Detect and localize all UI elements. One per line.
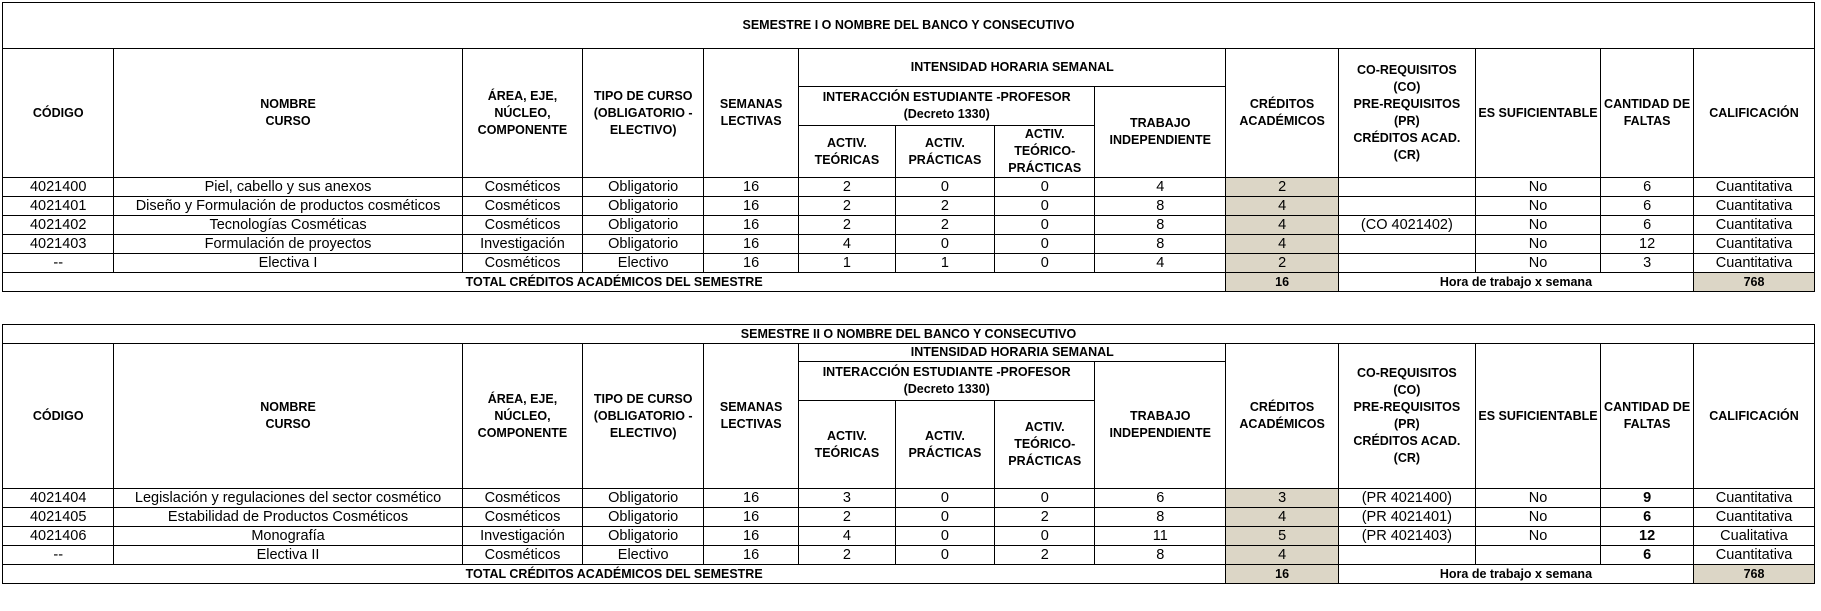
cell-suficientable: No bbox=[1475, 235, 1600, 254]
cell-calificacion: Cuantitativa bbox=[1694, 254, 1815, 273]
cell-faltas: 9 bbox=[1601, 489, 1694, 508]
cell-semanas: 16 bbox=[704, 254, 799, 273]
cell-creditos: 3 bbox=[1226, 489, 1339, 508]
header-area: ÁREA, EJE, NÚCLEO, COMPONENTE bbox=[462, 49, 583, 178]
header-suficientable: ES SUFICIENTABLE bbox=[1475, 49, 1600, 178]
cell-faltas: 6 bbox=[1601, 508, 1694, 527]
total-row bbox=[3, 273, 1815, 292]
cell-faltas: 3 bbox=[1601, 254, 1694, 273]
cell-codigo: 4021400 bbox=[3, 178, 114, 197]
header-trabajo: TRABAJO INDEPENDIENTE bbox=[1095, 362, 1226, 489]
cell-faltas: 6 bbox=[1601, 178, 1694, 197]
cell-tipo: Obligatorio bbox=[583, 235, 704, 254]
cell-codigo: 4021401 bbox=[3, 197, 114, 216]
cell-area: Investigación bbox=[462, 527, 583, 546]
cell-teoricas: 2 bbox=[799, 508, 895, 527]
cell-creditos: 4 bbox=[1226, 546, 1339, 565]
cell-requisitos bbox=[1338, 254, 1475, 273]
header-practicas: ACTIV. PRÁCTICAS bbox=[895, 401, 995, 489]
cell-nombre: Electiva I bbox=[114, 254, 462, 273]
table-row bbox=[3, 489, 1815, 508]
cell-calificacion: Cualitativa bbox=[1694, 527, 1815, 546]
cell-area: Cosméticos bbox=[462, 178, 583, 197]
cell-creditos: 4 bbox=[1226, 508, 1339, 527]
hora-value: 768 bbox=[1694, 565, 1815, 584]
header-codigo: CÓDIGO bbox=[3, 49, 114, 178]
cell-faltas: 6 bbox=[1601, 216, 1694, 235]
cell-teorico-practicas: 0 bbox=[995, 489, 1095, 508]
total-creditos: 16 bbox=[1226, 273, 1339, 292]
header-intensidad: INTENSIDAD HORARIA SEMANAL bbox=[799, 344, 1226, 362]
cell-calificacion: Cuantitativa bbox=[1694, 508, 1815, 527]
header-tipo: TIPO DE CURSO (OBLIGATORIO - ELECTIVO) bbox=[583, 49, 704, 178]
cell-semanas: 16 bbox=[704, 546, 799, 565]
total-label: TOTAL CRÉDITOS ACADÉMICOS DEL SEMESTRE bbox=[3, 273, 1226, 292]
cell-trabajo: 8 bbox=[1095, 546, 1226, 565]
cell-suficientable: No bbox=[1475, 508, 1600, 527]
semester-2-table bbox=[2, 324, 1815, 584]
cell-codigo: -- bbox=[3, 254, 114, 273]
cell-teoricas: 4 bbox=[799, 235, 895, 254]
cell-teorico-practicas: 0 bbox=[995, 216, 1095, 235]
cell-teorico-practicas: 0 bbox=[995, 178, 1095, 197]
cell-teorico-practicas: 0 bbox=[995, 527, 1095, 546]
cell-area: Cosméticos bbox=[462, 489, 583, 508]
cell-teorico-practicas: 0 bbox=[995, 254, 1095, 273]
cell-trabajo: 4 bbox=[1095, 254, 1226, 273]
cell-nombre: Legislación y regulaciones del sector cosmético bbox=[114, 489, 462, 508]
cell-codigo: 4021402 bbox=[3, 216, 114, 235]
cell-nombre: Piel, cabello y sus anexos bbox=[114, 178, 462, 197]
table-row bbox=[3, 197, 1815, 216]
total-row bbox=[3, 565, 1815, 584]
cell-nombre: Formulación de proyectos bbox=[114, 235, 462, 254]
cell-practicas: 0 bbox=[895, 527, 995, 546]
cell-requisitos: (PR 4021403) bbox=[1338, 527, 1475, 546]
cell-tipo: Electivo bbox=[583, 254, 704, 273]
cell-semanas: 16 bbox=[704, 197, 799, 216]
header-teoricas: ACTIV. TEÓRICAS bbox=[799, 126, 895, 178]
table-row bbox=[3, 216, 1815, 235]
semester-1-table bbox=[2, 2, 1815, 292]
cell-suficientable: No bbox=[1475, 197, 1600, 216]
cell-calificacion: Cuantitativa bbox=[1694, 178, 1815, 197]
cell-codigo: 4021403 bbox=[3, 235, 114, 254]
cell-trabajo: 8 bbox=[1095, 216, 1226, 235]
cell-nombre: Estabilidad de Productos Cosméticos bbox=[114, 508, 462, 527]
cell-area: Cosméticos bbox=[462, 508, 583, 527]
cell-codigo: -- bbox=[3, 546, 114, 565]
cell-tipo: Obligatorio bbox=[583, 508, 704, 527]
cell-faltas: 6 bbox=[1601, 546, 1694, 565]
cell-area: Cosméticos bbox=[462, 197, 583, 216]
cell-creditos: 4 bbox=[1226, 216, 1339, 235]
table-row bbox=[3, 178, 1815, 197]
cell-semanas: 16 bbox=[704, 489, 799, 508]
cell-requisitos bbox=[1338, 197, 1475, 216]
header-creditos: CRÉDITOS ACADÉMICOS bbox=[1226, 49, 1339, 178]
header-faltas: CANTIDAD DE FALTAS bbox=[1601, 344, 1694, 489]
cell-requisitos bbox=[1338, 178, 1475, 197]
hora-label: Hora de trabajo x semana bbox=[1338, 565, 1693, 584]
header-teoricas: ACTIV. TEÓRICAS bbox=[799, 401, 895, 489]
cell-faltas: 12 bbox=[1601, 235, 1694, 254]
cell-trabajo: 11 bbox=[1095, 527, 1226, 546]
cell-semanas: 16 bbox=[704, 508, 799, 527]
cell-teoricas: 2 bbox=[799, 178, 895, 197]
cell-tipo: Obligatorio bbox=[583, 178, 704, 197]
header-semanas: SEMANAS LECTIVAS bbox=[704, 344, 799, 489]
cell-trabajo: 8 bbox=[1095, 235, 1226, 254]
cell-requisitos: (PR 4021400) bbox=[1338, 489, 1475, 508]
cell-creditos: 5 bbox=[1226, 527, 1339, 546]
header-nombre: NOMBRE CURSO bbox=[114, 344, 462, 489]
cell-suficientable: No bbox=[1475, 216, 1600, 235]
header-interaccion: INTERACCIÓN ESTUDIANTE -PROFESOR (Decreto 1330) bbox=[799, 87, 1095, 126]
semester-1-table-wrapper bbox=[2, 2, 1815, 292]
cell-semanas: 16 bbox=[704, 527, 799, 546]
header-faltas: CANTIDAD DE FALTAS bbox=[1601, 49, 1694, 178]
cell-teoricas: 3 bbox=[799, 489, 895, 508]
header-requisitos: CO-REQUISITOS (CO) PRE-REQUISITOS (PR) CRÉDITOS ACAD. (CR) bbox=[1338, 344, 1475, 489]
cell-faltas: 12 bbox=[1601, 527, 1694, 546]
cell-nombre: Tecnologías Cosméticas bbox=[114, 216, 462, 235]
cell-semanas: 16 bbox=[704, 235, 799, 254]
table-row bbox=[3, 235, 1815, 254]
cell-calificacion: Cuantitativa bbox=[1694, 235, 1815, 254]
cell-requisitos bbox=[1338, 235, 1475, 254]
cell-tipo: Obligatorio bbox=[583, 197, 704, 216]
total-creditos: 16 bbox=[1226, 565, 1339, 584]
cell-semanas: 16 bbox=[704, 178, 799, 197]
cell-calificacion: Cuantitativa bbox=[1694, 489, 1815, 508]
cell-tipo: Obligatorio bbox=[583, 216, 704, 235]
cell-area: Cosméticos bbox=[462, 216, 583, 235]
semester-title: SEMESTRE II O NOMBRE DEL BANCO Y CONSECUTIVO bbox=[3, 325, 1815, 344]
cell-creditos: 2 bbox=[1226, 178, 1339, 197]
cell-codigo: 4021404 bbox=[3, 489, 114, 508]
cell-practicas: 0 bbox=[895, 235, 995, 254]
header-teorico-practicas: ACTIV. TEÓRICO-PRÁCTICAS bbox=[995, 401, 1095, 489]
header-semanas: SEMANAS LECTIVAS bbox=[704, 49, 799, 178]
cell-teoricas: 1 bbox=[799, 254, 895, 273]
header-area: ÁREA, EJE, NÚCLEO, COMPONENTE bbox=[462, 344, 583, 489]
cell-practicas: 2 bbox=[895, 197, 995, 216]
cell-creditos: 4 bbox=[1226, 197, 1339, 216]
cell-practicas: 1 bbox=[895, 254, 995, 273]
header-codigo: CÓDIGO bbox=[3, 344, 114, 489]
table-row bbox=[3, 508, 1815, 527]
cell-trabajo: 8 bbox=[1095, 508, 1226, 527]
hora-value: 768 bbox=[1694, 273, 1815, 292]
cell-teoricas: 2 bbox=[799, 216, 895, 235]
header-interaccion: INTERACCIÓN ESTUDIANTE -PROFESOR (Decreto 1330) bbox=[799, 362, 1095, 401]
cell-practicas: 2 bbox=[895, 216, 995, 235]
semester-title: SEMESTRE I O NOMBRE DEL BANCO Y CONSECUTIVO bbox=[3, 3, 1815, 49]
cell-suficientable bbox=[1475, 546, 1600, 565]
header-teorico-practicas: ACTIV. TEÓRICO-PRÁCTICAS bbox=[995, 126, 1095, 178]
cell-nombre: Diseño y Formulación de productos cosméticos bbox=[114, 197, 462, 216]
hora-label: Hora de trabajo x semana bbox=[1338, 273, 1693, 292]
cell-nombre: Monografía bbox=[114, 527, 462, 546]
header-creditos: CRÉDITOS ACADÉMICOS bbox=[1226, 344, 1339, 489]
cell-teorico-practicas: 2 bbox=[995, 546, 1095, 565]
header-tipo: TIPO DE CURSO (OBLIGATORIO - ELECTIVO) bbox=[583, 344, 704, 489]
cell-calificacion: Cuantitativa bbox=[1694, 216, 1815, 235]
cell-teoricas: 4 bbox=[799, 527, 895, 546]
cell-trabajo: 6 bbox=[1095, 489, 1226, 508]
cell-tipo: Electivo bbox=[583, 546, 704, 565]
cell-area: Cosméticos bbox=[462, 254, 583, 273]
cell-teorico-practicas: 0 bbox=[995, 197, 1095, 216]
header-intensidad: INTENSIDAD HORARIA SEMANAL bbox=[799, 49, 1226, 87]
total-label: TOTAL CRÉDITOS ACADÉMICOS DEL SEMESTRE bbox=[3, 565, 1226, 584]
cell-suficientable: No bbox=[1475, 178, 1600, 197]
semester-2-table-wrapper bbox=[2, 324, 1815, 584]
cell-requisitos: (CO 4021402) bbox=[1338, 216, 1475, 235]
cell-creditos: 4 bbox=[1226, 235, 1339, 254]
header-calificacion: CALIFICACIÓN bbox=[1694, 49, 1815, 178]
table-row bbox=[3, 527, 1815, 546]
header-calificacion: CALIFICACIÓN bbox=[1694, 344, 1815, 489]
cell-semanas: 16 bbox=[704, 216, 799, 235]
cell-codigo: 4021405 bbox=[3, 508, 114, 527]
cell-codigo: 4021406 bbox=[3, 527, 114, 546]
header-nombre: NOMBRE CURSO bbox=[114, 49, 462, 178]
cell-trabajo: 4 bbox=[1095, 178, 1226, 197]
table-row bbox=[3, 254, 1815, 273]
cell-suficientable: No bbox=[1475, 489, 1600, 508]
cell-teoricas: 2 bbox=[799, 546, 895, 565]
cell-faltas: 6 bbox=[1601, 197, 1694, 216]
cell-creditos: 2 bbox=[1226, 254, 1339, 273]
cell-suficientable: No bbox=[1475, 254, 1600, 273]
cell-area: Cosméticos bbox=[462, 546, 583, 565]
header-trabajo: TRABAJO INDEPENDIENTE bbox=[1095, 87, 1226, 178]
cell-calificacion: Cuantitativa bbox=[1694, 197, 1815, 216]
cell-practicas: 0 bbox=[895, 546, 995, 565]
header-practicas: ACTIV. PRÁCTICAS bbox=[895, 126, 995, 178]
cell-requisitos bbox=[1338, 546, 1475, 565]
cell-practicas: 0 bbox=[895, 489, 995, 508]
cell-practicas: 0 bbox=[895, 508, 995, 527]
table-row bbox=[3, 546, 1815, 565]
cell-tipo: Obligatorio bbox=[583, 489, 704, 508]
cell-trabajo: 8 bbox=[1095, 197, 1226, 216]
cell-nombre: Electiva II bbox=[114, 546, 462, 565]
header-requisitos: CO-REQUISITOS (CO) PRE-REQUISITOS (PR) CRÉDITOS ACAD. (CR) bbox=[1338, 49, 1475, 178]
cell-suficientable: No bbox=[1475, 527, 1600, 546]
cell-calificacion: Cuantitativa bbox=[1694, 546, 1815, 565]
header-suficientable: ES SUFICIENTABLE bbox=[1475, 344, 1600, 489]
cell-tipo: Obligatorio bbox=[583, 527, 704, 546]
cell-practicas: 0 bbox=[895, 178, 995, 197]
cell-teorico-practicas: 2 bbox=[995, 508, 1095, 527]
cell-area: Investigación bbox=[462, 235, 583, 254]
cell-teorico-practicas: 0 bbox=[995, 235, 1095, 254]
cell-requisitos: (PR 4021401) bbox=[1338, 508, 1475, 527]
cell-teoricas: 2 bbox=[799, 197, 895, 216]
